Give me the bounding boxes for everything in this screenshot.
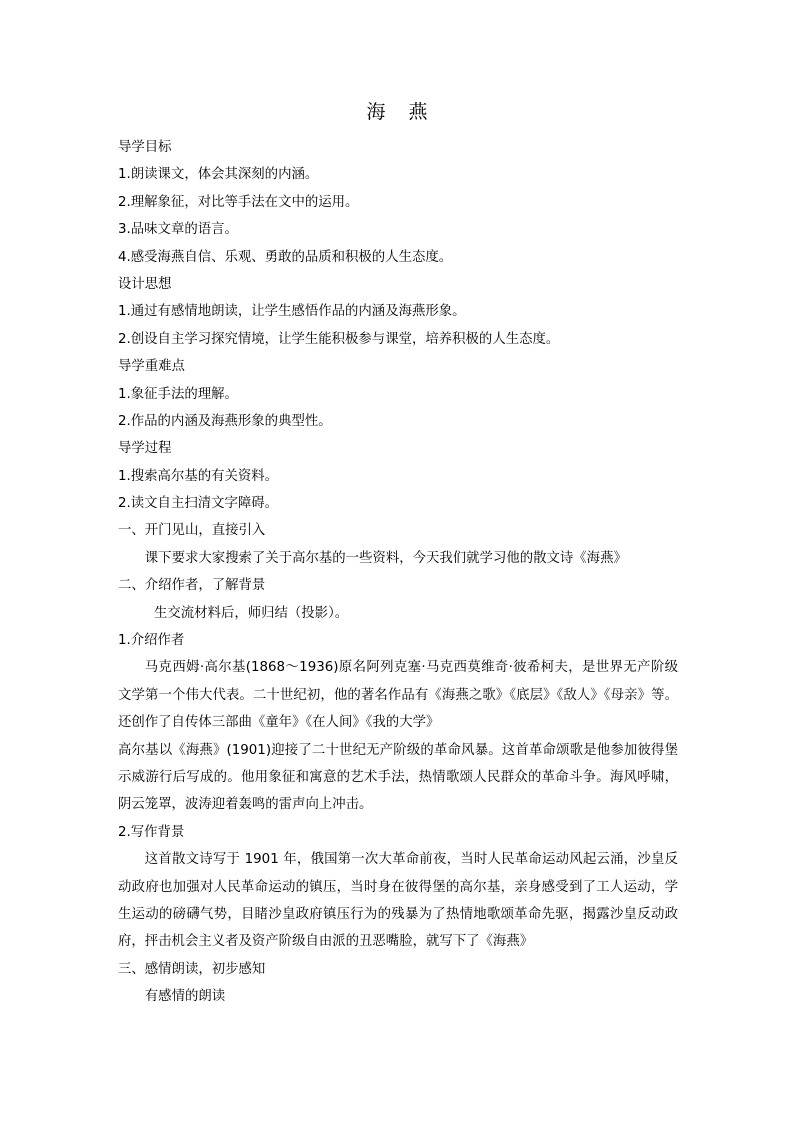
section2-heading: 二、介绍作者，了解背景 [118, 578, 266, 594]
goal-item: 2.理解象征，对比等手法在文中的运用。 [118, 194, 359, 210]
goal-item: 1.朗读课文，体会其深刻的内涵。 [118, 167, 319, 183]
author-paragraph: 马克西姆·高尔基(1868～1936)原名阿列克塞·马克西莫维奇·彼希柯夫，是世界无产阶级文学第一个伟大代表。二十世纪初，他的著名作品有《海燕之歌》《底层》《敌人》《母亲》等。还创作了自传体三部曲《童年》《在人间》《我的大学》 [118, 660, 678, 731]
goal-item: 3.品味文章的语言。 [118, 222, 238, 238]
process-item: 1.搜索高尔基的有关资料。 [118, 468, 279, 484]
key-point-item: 1.象征手法的理解。 [118, 386, 238, 402]
design-heading: 设计思想 [118, 276, 172, 292]
document-page [118, 98, 678, 1011]
goals-heading: 导学目标 [118, 140, 172, 155]
process-item: 2.读文自主扫清文字障碍。 [118, 496, 279, 512]
section2-text: 生交流材料后，师归结（投影）。 [154, 605, 349, 621]
background-paragraph: 这首散文诗写于 1901 年，俄国第一次大革命前夜，当时人民革命运动风起云涌，沙皇反动政府也加强对人民革命运动的镇压，当时身在彼得堡的高尔基，亲身感受到了工人运动，学生运动的磅礴气势，目睹沙皇政府镇压行为的残暴为了热情地歌颂革命先驱，揭露沙皇反动政府，抨击机会主义者及资产阶级自由派的丑恶嘴脸，就写下了《海燕》 [118, 852, 678, 950]
key-point-item: 2.作品的内涵及海燕形象的典型性。 [118, 413, 332, 429]
design-item: 2.创设自主学习探究情境，让学生能积极参与课堂，培养积极的人生态度。 [118, 331, 560, 347]
process-heading: 导学过程 [118, 441, 172, 457]
page-title: 海 燕 [366, 101, 430, 123]
section3-heading: 三、感情朗读，初步感知 [118, 961, 266, 977]
design-item: 1.通过有感情地朗读，让学生感悟作品的内涵及海燕形象。 [118, 304, 466, 320]
author-paragraph-2: 高尔基以《海燕》(1901)迎接了二十世纪无产阶级的革命风暴。这首革命颂歌是他参加彼得堡示威游行后写成的。他用象征和寓意的艺术手法，热情歌颂人民群众的革命斗争。海风呼啸，阴云笼罩，波涛迎着轰鸣的雷声向上冲击。 [118, 742, 678, 813]
key-points-heading: 导学重难点 [118, 359, 185, 375]
section1-text: 课下要求大家搜索了关于高尔基的一些资料，今天我们就学习他的散文诗《海燕》 [144, 550, 627, 566]
section1-heading: 一、开门见山，直接引入 [118, 523, 266, 539]
section3-text: 有感情的朗读 [144, 989, 226, 1005]
goal-item: 4.感受海燕自信、乐观、勇敢的品质和积极的人生态度。 [118, 249, 453, 265]
author-heading: 1.介绍作者 [118, 633, 185, 649]
background-heading: 2.写作背景 [118, 824, 185, 840]
